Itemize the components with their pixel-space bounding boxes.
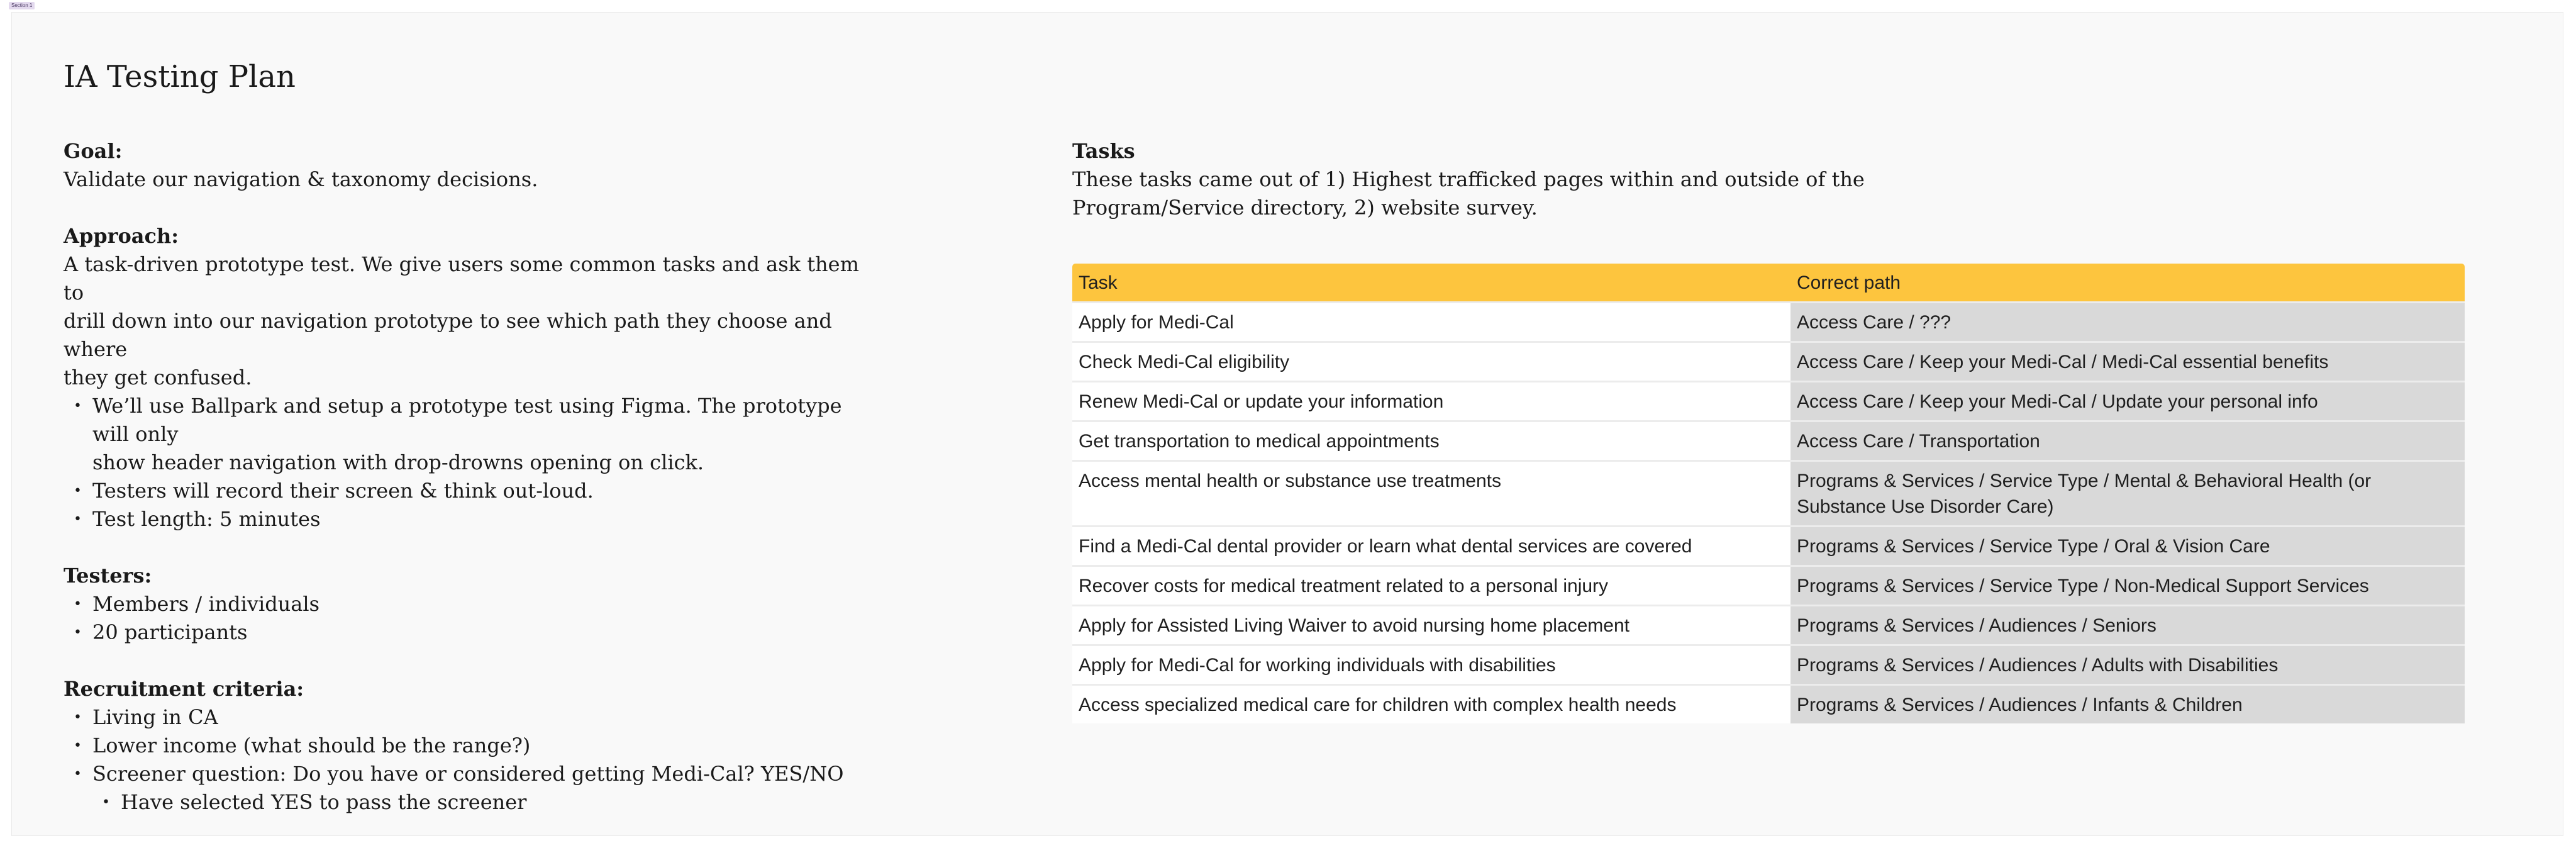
path-cell: Access Care / ??? (1790, 303, 2465, 342)
table-row (1072, 382, 2465, 421)
recruitment-list (64, 703, 869, 817)
approach-list (64, 392, 869, 533)
task-cell: Apply for Assisted Living Waiver to avoid nursing home placement (1072, 606, 1790, 645)
path-cell-line: Substance Use Disorder Care) (1797, 496, 2054, 517)
path-cell: Access Care / Keep your Medi-Cal / Medi-Cal essential benefits (1790, 342, 2465, 382)
tasks-heading: Tasks (1072, 139, 1135, 163)
task-cell: Find a Medi-Cal dental provider or learn what dental services are covered (1072, 527, 1790, 566)
task-cell: Apply for Medi-Cal for working individuals with disabilities (1072, 645, 1790, 685)
approach-text-line: they get confused. (64, 365, 252, 389)
goal-text: Validate our navigation & taxonomy decisions. (64, 167, 538, 191)
table-header-row (1072, 264, 2465, 303)
tasks-table (1072, 264, 2465, 723)
goal-heading: Goal: (64, 139, 123, 163)
list-item: • Screener question: Do you have or considered getting Medi-Cal? YES/NO (64, 760, 869, 788)
path-cell: Access Care / Transportation (1790, 421, 2465, 461)
approach-text-line: drill down into our navigation prototype to see which path they choose and where (64, 309, 832, 361)
path-cell: Programs & Services / Audiences / Infants & Children (1790, 685, 2465, 724)
approach-heading: Approach: (64, 224, 179, 248)
table-row (1072, 527, 2465, 566)
column-header-task: Task (1072, 264, 1790, 303)
list-item: • Testers will record their screen & think out-loud. (64, 477, 869, 505)
list-item: • Members / individuals (64, 590, 869, 618)
task-cell: Recover costs for medical treatment related to a personal injury (1072, 566, 1790, 606)
table-row (1072, 566, 2465, 606)
list-item: • Living in CA (64, 703, 869, 732)
task-cell: Get transportation to medical appointments (1072, 421, 1790, 461)
list-item: • Test length: 5 minutes (64, 505, 869, 533)
approach-text-line: A task-driven prototype test. We give users some common tasks and ask them to (64, 252, 859, 304)
page-title: IA Testing Plan (64, 59, 296, 94)
task-cell: Check Medi-Cal eligibility (1072, 342, 1790, 382)
list-item: • 20 participants (64, 618, 869, 647)
tasks-description-line: Program/Service directory, 2) website survey. (1072, 196, 1538, 220)
recruitment-heading: Recruitment criteria: (64, 677, 304, 701)
task-cell: Renew Medi-Cal or update your information (1072, 382, 1790, 421)
table-row (1072, 645, 2465, 685)
testers-heading: Testers: (64, 564, 152, 588)
list-item (64, 392, 869, 477)
testers-list (64, 590, 869, 647)
list-item-line: show header navigation with drop-drowns opening on click. (92, 450, 704, 474)
section-label[interactable]: Section 1 (9, 2, 35, 9)
task-cell: Apply for Medi-Cal (1072, 303, 1790, 342)
table-row (1072, 303, 2465, 342)
table-row (1072, 421, 2465, 461)
table-row (1072, 606, 2465, 645)
list-item-line: • We’ll use Ballpark and setup a prototype test using Figma. The prototype will only (92, 394, 842, 446)
path-cell: Programs & Services / Audiences / Adults with Disabilities (1790, 645, 2465, 685)
path-cell (1790, 461, 2465, 527)
sub-list-item: • Have selected YES to pass the screener (64, 788, 869, 817)
tasks-description-line: These tasks came out of 1) Highest trafficked pages within and outside of the (1072, 167, 1865, 191)
path-cell-line: Programs & Services / Service Type / Mental & Behavioral Health (or (1797, 471, 2372, 491)
tasks-intro (1072, 137, 1890, 222)
column-header-correct-path: Correct path (1790, 264, 2465, 303)
path-cell: Programs & Services / Audiences / Seniors (1790, 606, 2465, 645)
list-item: • Lower income (what should be the range?) (64, 732, 869, 760)
path-cell: Access Care / Keep your Medi-Cal / Update your personal info (1790, 382, 2465, 421)
plan-details (64, 137, 869, 817)
approach-text (64, 250, 869, 392)
table-row (1072, 461, 2465, 527)
task-cell: Access specialized medical care for children with complex health needs (1072, 685, 1790, 724)
path-cell: Programs & Services / Service Type / Non-Medical Support Services (1790, 566, 2465, 606)
table-row (1072, 685, 2465, 724)
path-cell: Programs & Services / Service Type / Oral & Vision Care (1790, 527, 2465, 566)
task-cell: Access mental health or substance use treatments (1072, 461, 1790, 527)
table-row (1072, 342, 2465, 382)
